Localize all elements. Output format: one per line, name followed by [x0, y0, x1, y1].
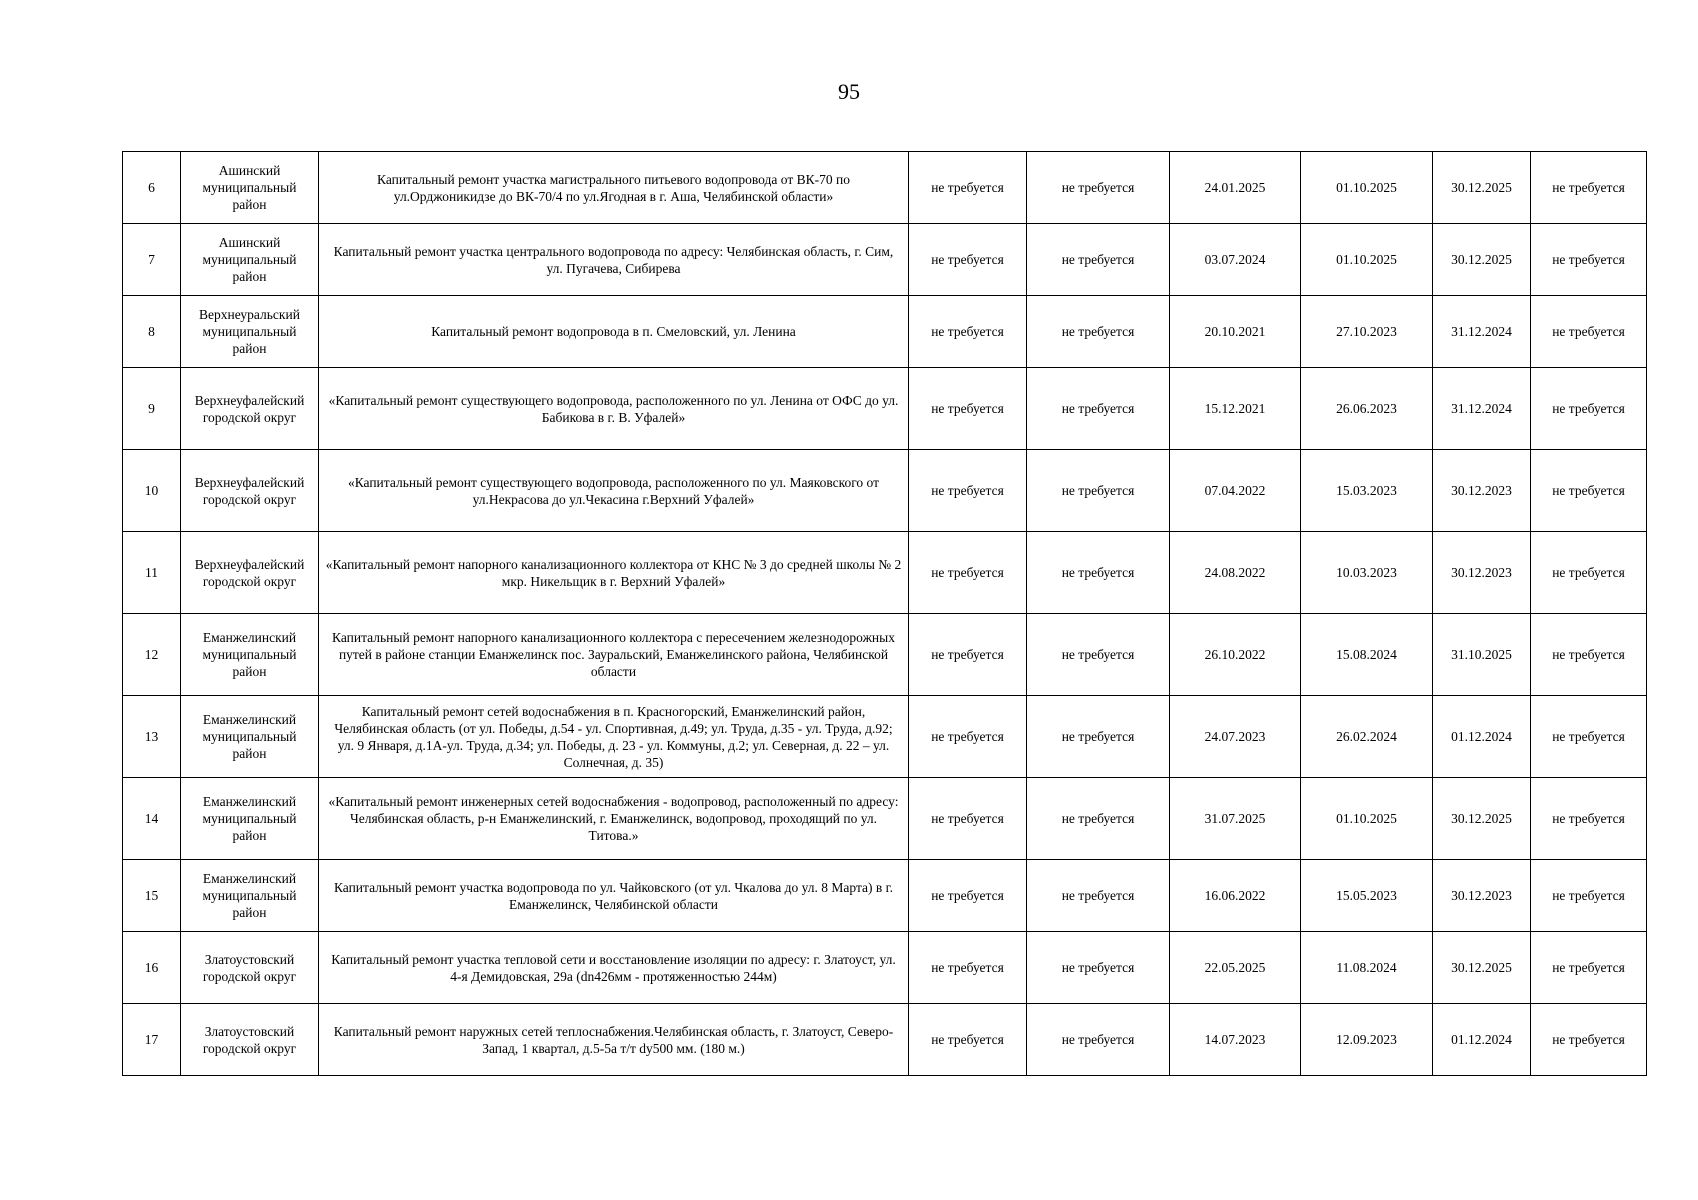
date-cell-2: 15.08.2024: [1301, 614, 1433, 696]
table-row: [123, 860, 1647, 932]
municipality-cell: Еманжелинский муниципальный район: [181, 696, 319, 778]
description-cell: «Капитальный ремонт существующего водопровода, расположенного по ул. Маяковского от ул.Некрасова до ул.Чекасина г.Верхний Уфалей»: [319, 450, 909, 532]
row-number: 8: [123, 296, 181, 368]
date-cell-3: 01.12.2024: [1433, 696, 1531, 778]
date-cell-3: 31.12.2024: [1433, 296, 1531, 368]
table-row: [123, 1004, 1647, 1076]
date-cell-1: 26.10.2022: [1170, 614, 1301, 696]
table-row: [123, 296, 1647, 368]
table-row: [123, 532, 1647, 614]
description-cell: Капитальный ремонт участка водопровода по ул. Чайковского (от ул. Чкалова до ул. 8 Марта) в г. Еманжелинск, Челябинской области: [319, 860, 909, 932]
row-number: 10: [123, 450, 181, 532]
municipality-cell: Златоустовский городской округ: [181, 1004, 319, 1076]
final-cell: не требуется: [1531, 532, 1647, 614]
date-cell-1: 07.04.2022: [1170, 450, 1301, 532]
expertise-cell: не требуется: [1027, 932, 1170, 1004]
row-number: 7: [123, 224, 181, 296]
approval-cell: не требуется: [909, 1004, 1027, 1076]
date-cell-2: 27.10.2023: [1301, 296, 1433, 368]
table-row: [123, 696, 1647, 778]
date-cell-3: 01.12.2024: [1433, 1004, 1531, 1076]
date-cell-2: 15.03.2023: [1301, 450, 1433, 532]
date-cell-3: 31.10.2025: [1433, 614, 1531, 696]
final-cell: не требуется: [1531, 152, 1647, 224]
date-cell-3: 30.12.2025: [1433, 152, 1531, 224]
final-cell: не требуется: [1531, 932, 1647, 1004]
approval-cell: не требуется: [909, 296, 1027, 368]
date-cell-3: 31.12.2024: [1433, 368, 1531, 450]
description-cell: Капитальный ремонт участка тепловой сети и восстановление изоляции по адресу: г. Златоуст, ул. 4-я Демидовская, 29а (dn426мм - протяженностью 244м): [319, 932, 909, 1004]
municipality-cell: Еманжелинский муниципальный район: [181, 778, 319, 860]
table-row: [123, 152, 1647, 224]
description-cell: «Капитальный ремонт существующего водопровода, расположенного по ул. Ленина от ОФС до ул. Бабикова в г. В. Уфалей»: [319, 368, 909, 450]
date-cell-1: 20.10.2021: [1170, 296, 1301, 368]
page-number: 95: [838, 79, 860, 104]
date-cell-3: 30.12.2025: [1433, 778, 1531, 860]
date-cell-2: 15.05.2023: [1301, 860, 1433, 932]
date-cell-1: 15.12.2021: [1170, 368, 1301, 450]
approval-cell: не требуется: [909, 224, 1027, 296]
date-cell-1: 24.08.2022: [1170, 532, 1301, 614]
table-row: [123, 932, 1647, 1004]
description-cell: «Капитальный ремонт инженерных сетей водоснабжения - водопровод, расположенный по адресу: Челябинская область, р-н Еманжелинский, г. Еманжелинск, водопровод, проходящий по ул. Титова.»: [319, 778, 909, 860]
final-cell: не требуется: [1531, 296, 1647, 368]
expertise-cell: не требуется: [1027, 614, 1170, 696]
description-cell: Капитальный ремонт участка центрального водопровода по адресу: Челябинская область, г. Сим, ул. Пугачева, Сибирева: [319, 224, 909, 296]
date-cell-2: 12.09.2023: [1301, 1004, 1433, 1076]
date-cell-2: 01.10.2025: [1301, 778, 1433, 860]
approval-cell: не требуется: [909, 778, 1027, 860]
municipality-cell: Еманжелинский муниципальный район: [181, 614, 319, 696]
description-cell: Капитальный ремонт участка магистрального питьевого водопровода от ВК-70 по ул.Орджоникидзе до ВК-70/4 по ул.Ягодная в г. Аша, Челябинской области»: [319, 152, 909, 224]
municipality-cell: Ашинский муниципальный район: [181, 224, 319, 296]
table-row: [123, 614, 1647, 696]
approval-cell: не требуется: [909, 696, 1027, 778]
final-cell: не требуется: [1531, 860, 1647, 932]
works-table: [122, 151, 1647, 1076]
final-cell: не требуется: [1531, 1004, 1647, 1076]
table-row: [123, 450, 1647, 532]
date-cell-1: 24.01.2025: [1170, 152, 1301, 224]
final-cell: не требуется: [1531, 450, 1647, 532]
row-number: 13: [123, 696, 181, 778]
date-cell-3: 30.12.2023: [1433, 860, 1531, 932]
table-row: [123, 368, 1647, 450]
date-cell-2: 26.06.2023: [1301, 368, 1433, 450]
expertise-cell: не требуется: [1027, 696, 1170, 778]
municipality-cell: Верхнеуральский муниципальный район: [181, 296, 319, 368]
row-number: 9: [123, 368, 181, 450]
row-number: 12: [123, 614, 181, 696]
row-number: 11: [123, 532, 181, 614]
row-number: 17: [123, 1004, 181, 1076]
expertise-cell: не требуется: [1027, 778, 1170, 860]
description-cell: Капитальный ремонт сетей водоснабжения в п. Красногорский, Еманжелинский район, Челябинская область (от ул. Победы, д.54 - ул. Спортивная, д.49; ул. Труда, д.35 - ул. Труда, д.92; ул. 9 Января, д.1А-ул. Труда, д.34; ул. Победы, д. 23 - ул. Коммуны, д.2; ул. Северная, д. 22 – ул. Солнечная, д. 35): [319, 696, 909, 778]
final-cell: не требуется: [1531, 614, 1647, 696]
description-cell: Капитальный ремонт наружных сетей теплоснабжения.Челябинская область, г. Златоуст, Северо-Запад, 1 квартал, д.5-5а т/т dу500 мм. (180 м.): [319, 1004, 909, 1076]
table-row: [123, 224, 1647, 296]
expertise-cell: не требуется: [1027, 224, 1170, 296]
municipality-cell: Верхнеуфалейский городской округ: [181, 368, 319, 450]
date-cell-3: 30.12.2025: [1433, 932, 1531, 1004]
date-cell-2: 11.08.2024: [1301, 932, 1433, 1004]
date-cell-2: 10.03.2023: [1301, 532, 1433, 614]
municipality-cell: Златоустовский городской округ: [181, 932, 319, 1004]
date-cell-3: 30.12.2023: [1433, 532, 1531, 614]
expertise-cell: не требуется: [1027, 860, 1170, 932]
date-cell-1: 14.07.2023: [1170, 1004, 1301, 1076]
date-cell-1: 22.05.2025: [1170, 932, 1301, 1004]
approval-cell: не требуется: [909, 860, 1027, 932]
expertise-cell: не требуется: [1027, 296, 1170, 368]
row-number: 6: [123, 152, 181, 224]
description-cell: «Капитальный ремонт напорного канализационного коллектора от КНС № 3 до средней школы № 2 мкр. Никельщик в г. Верхний Уфалей»: [319, 532, 909, 614]
final-cell: не требуется: [1531, 778, 1647, 860]
approval-cell: не требуется: [909, 532, 1027, 614]
approval-cell: не требуется: [909, 368, 1027, 450]
approval-cell: не требуется: [909, 450, 1027, 532]
date-cell-1: 24.07.2023: [1170, 696, 1301, 778]
date-cell-1: 16.06.2022: [1170, 860, 1301, 932]
date-cell-3: 30.12.2023: [1433, 450, 1531, 532]
final-cell: не требуется: [1531, 368, 1647, 450]
row-number: 16: [123, 932, 181, 1004]
municipality-cell: Верхнеуфалейский городской округ: [181, 532, 319, 614]
date-cell-3: 30.12.2025: [1433, 224, 1531, 296]
date-cell-2: 01.10.2025: [1301, 152, 1433, 224]
description-cell: Капитальный ремонт напорного канализационного коллектора с пересечением железнодорожных путей в районе станции Еманжелинск пос. Зауральский, Еманжелинского района, Челябинской области: [319, 614, 909, 696]
municipality-cell: Верхнеуфалейский городской округ: [181, 450, 319, 532]
row-number: 15: [123, 860, 181, 932]
table-row: [123, 778, 1647, 860]
final-cell: не требуется: [1531, 696, 1647, 778]
municipality-cell: Еманжелинский муниципальный район: [181, 860, 319, 932]
expertise-cell: не требуется: [1027, 368, 1170, 450]
date-cell-1: 31.07.2025: [1170, 778, 1301, 860]
expertise-cell: не требуется: [1027, 532, 1170, 614]
expertise-cell: не требуется: [1027, 1004, 1170, 1076]
approval-cell: не требуется: [909, 152, 1027, 224]
expertise-cell: не требуется: [1027, 152, 1170, 224]
description-cell: Капитальный ремонт водопровода в п. Смеловский, ул. Ленина: [319, 296, 909, 368]
row-number: 14: [123, 778, 181, 860]
date-cell-2: 26.02.2024: [1301, 696, 1433, 778]
date-cell-2: 01.10.2025: [1301, 224, 1433, 296]
final-cell: не требуется: [1531, 224, 1647, 296]
approval-cell: не требуется: [909, 932, 1027, 1004]
approval-cell: не требуется: [909, 614, 1027, 696]
date-cell-1: 03.07.2024: [1170, 224, 1301, 296]
expertise-cell: не требуется: [1027, 450, 1170, 532]
municipality-cell: Ашинский муниципальный район: [181, 152, 319, 224]
